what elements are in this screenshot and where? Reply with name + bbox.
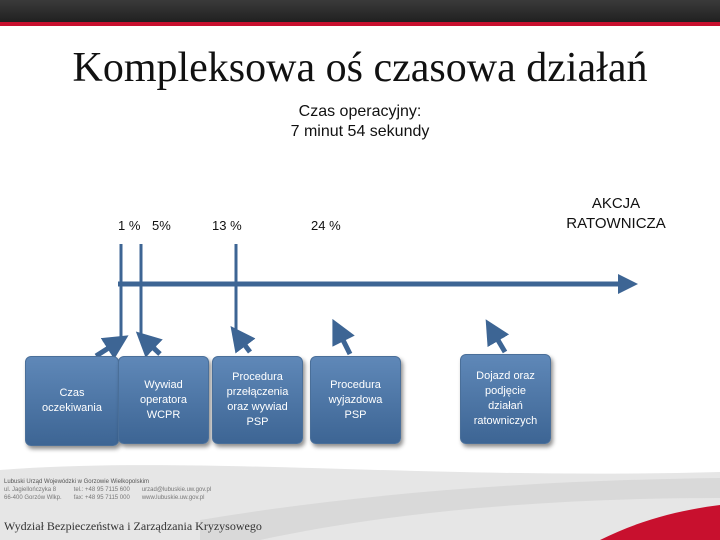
percent-label-4: 24 %	[311, 218, 341, 233]
percent-label-2: 5%	[152, 218, 171, 233]
arrow-box-3	[238, 336, 250, 352]
rescue-action-label-line2: RATOWNICZA	[566, 215, 666, 232]
operational-time-label: Czas operacyjny:	[298, 103, 422, 120]
box-rescue-actions: Dojazd oraz podjęcie działań ratowniczych	[460, 354, 551, 444]
rescue-action-label-line1: AKCJA	[591, 195, 641, 212]
arrow-box-4	[338, 330, 350, 354]
slide-title: Kompleksowa oś czasowa działań	[72, 45, 648, 91]
box-operator-interview: Wywiad operatora WCPR	[118, 356, 209, 444]
arrow-box-1	[96, 342, 118, 356]
arrow-box-5	[492, 330, 505, 352]
box-switch-procedure: Procedura przełączenia oraz wywiad PSP	[212, 356, 303, 444]
percent-label-1: 1 %	[118, 218, 141, 233]
box-departure-procedure: Procedura wyjazdowa PSP	[310, 356, 401, 444]
footer-department: Wydział Bezpieczeństwa i Zarządzania Kryzysowego	[4, 519, 262, 533]
operational-time-value: 7 minut 54 sekundy	[290, 123, 430, 140]
contact-org: Lubuski Urząd Wojewódzki w Gorzowie Wielkopolskim	[4, 479, 149, 485]
percent-label-3: 13 %	[212, 218, 242, 233]
arrow-box-2	[145, 340, 160, 354]
contact-info: Lubuski Urząd Wojewódzki w Gorzowie Wielkopolskim ul. Jagiellończyka 8 66-400 Gorzów Wlkp. tel.: +48 95 7115 600 fax: +48 95 7115 000 urzad@lubuskie.uw.gov.pl www.lubuskie.uw.gov.pl	[4, 479, 212, 501]
box-waiting-time: Czas oczekiwania	[25, 356, 119, 446]
